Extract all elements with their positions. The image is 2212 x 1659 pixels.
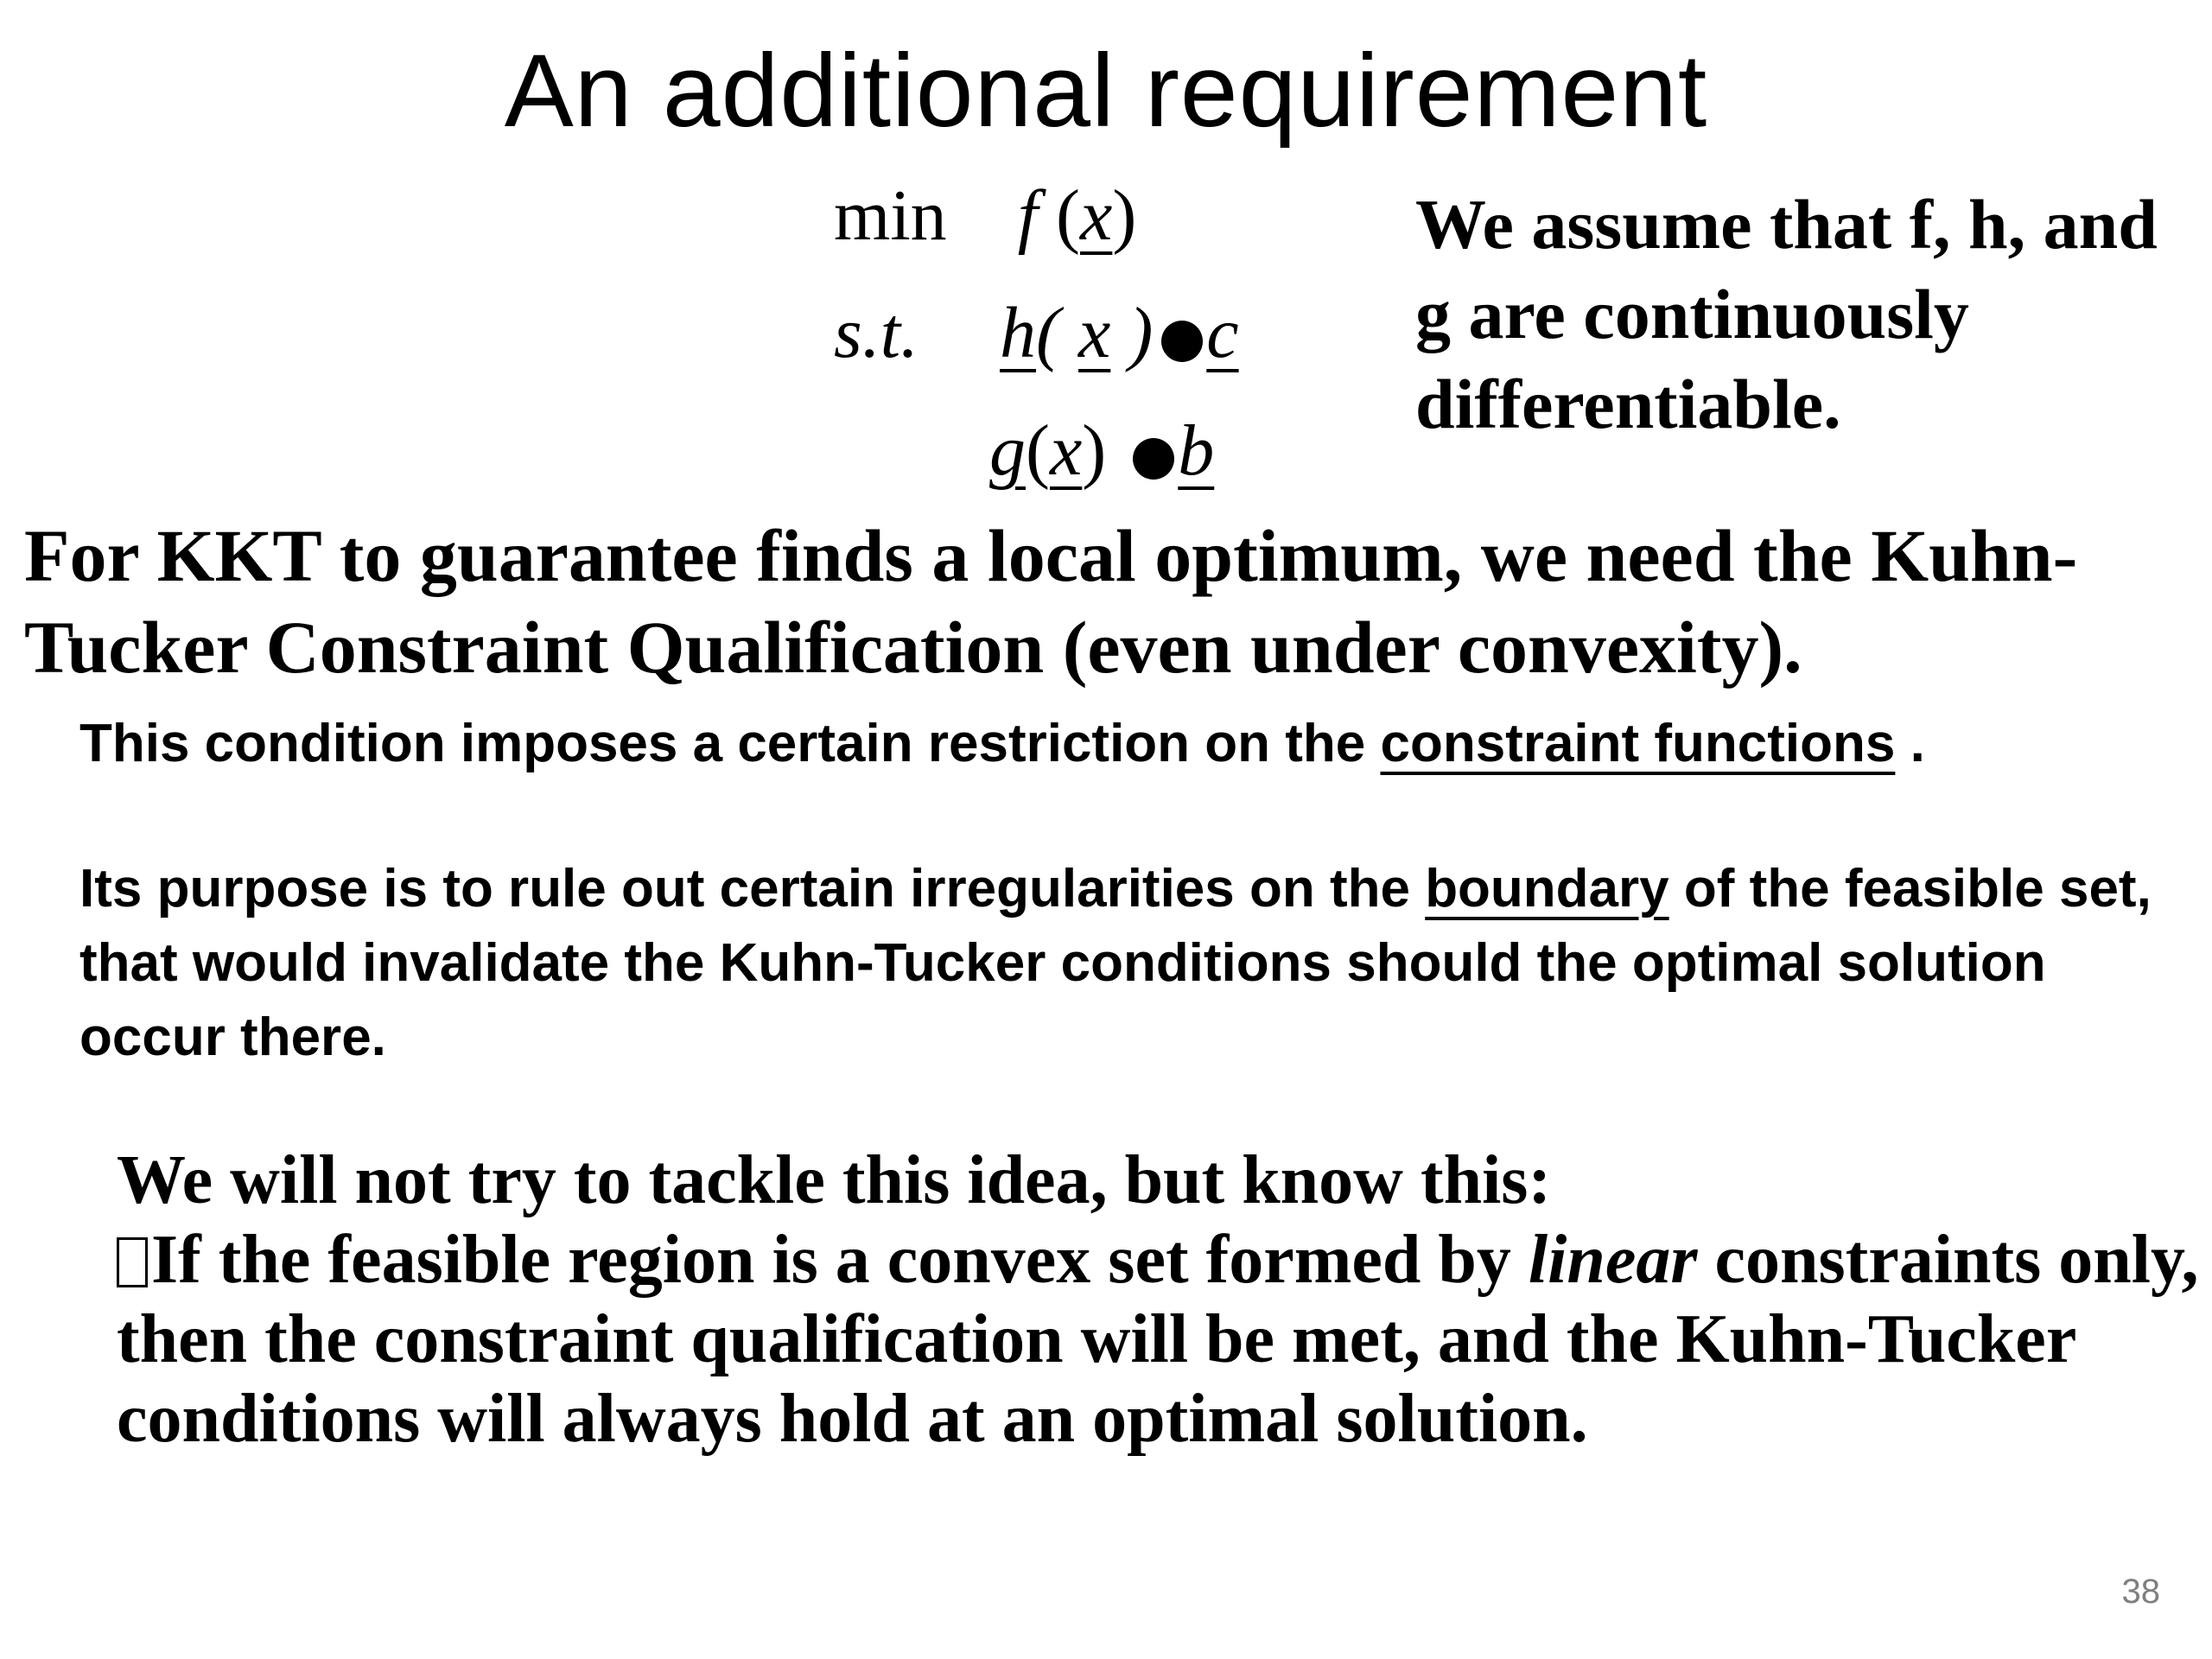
objective-row: min f (x) — [834, 175, 1137, 256]
rhs-c: c — [1206, 293, 1239, 373]
note-text: If the feasible region is a convex set formed by — [151, 1222, 1529, 1298]
linear-emphasis: linear — [1528, 1222, 1698, 1298]
kkt-statement: For KKT to guarantee finds a local optimum, we need the Kuhn-Tucker Constraint Qualification (even under convexity). — [24, 514, 2078, 689]
relation-dot-icon — [1161, 321, 1203, 362]
min-label: min — [834, 175, 947, 256]
inequality-constraint-function: g — [989, 410, 1026, 491]
purpose-text: Its purpose is to rule out certain irregularities on the — [79, 859, 1426, 918]
objective-function: f — [1017, 175, 1039, 256]
purpose-paragraph — [79, 852, 2196, 1075]
variable-x: x — [1080, 175, 1113, 256]
slide-title: An additional requirement — [504, 33, 1708, 149]
note-heading: We will not try to tackle this idea, but know this: — [117, 1142, 1552, 1218]
st-label: s.t. — [834, 293, 919, 373]
inequality-constraint-row: g(x) b — [989, 410, 1215, 491]
condition-end: . — [1895, 714, 1925, 773]
note-block — [117, 1141, 2208, 1459]
relation-dot-icon — [1133, 438, 1174, 480]
bullet-box-icon — [117, 1237, 148, 1287]
condition-paragraph — [79, 707, 2188, 781]
equality-constraint-row: s.t. h( x ) c — [834, 293, 1239, 373]
equality-constraint-function: h — [1000, 293, 1037, 373]
note-text-end: constraints only, then the constraint qualification will be met, and the Kuhn-Tucker conditions will always hold at an optimal solution. — [117, 1222, 2199, 1457]
variable-x: x — [1078, 293, 1111, 373]
note-body — [117, 1220, 2208, 1459]
rhs-b: b — [1178, 410, 1215, 491]
assumption-text: We assume that f, h, and g are continuously differentiable. — [1415, 185, 2158, 443]
condition-text: This condition imposes a certain restriction on the — [79, 714, 1381, 773]
page-number: 38 — [2121, 1573, 2160, 1611]
constraint-functions-link[interactable]: constraint functions — [1380, 714, 1896, 773]
purpose-text-end: of the feasible set, that would invalidate the Kuhn-Tucker conditions should the optimal solution occur there. — [79, 859, 2152, 1067]
variable-x: x — [1049, 410, 1083, 491]
boundary-link[interactable]: boundary — [1425, 859, 1669, 918]
